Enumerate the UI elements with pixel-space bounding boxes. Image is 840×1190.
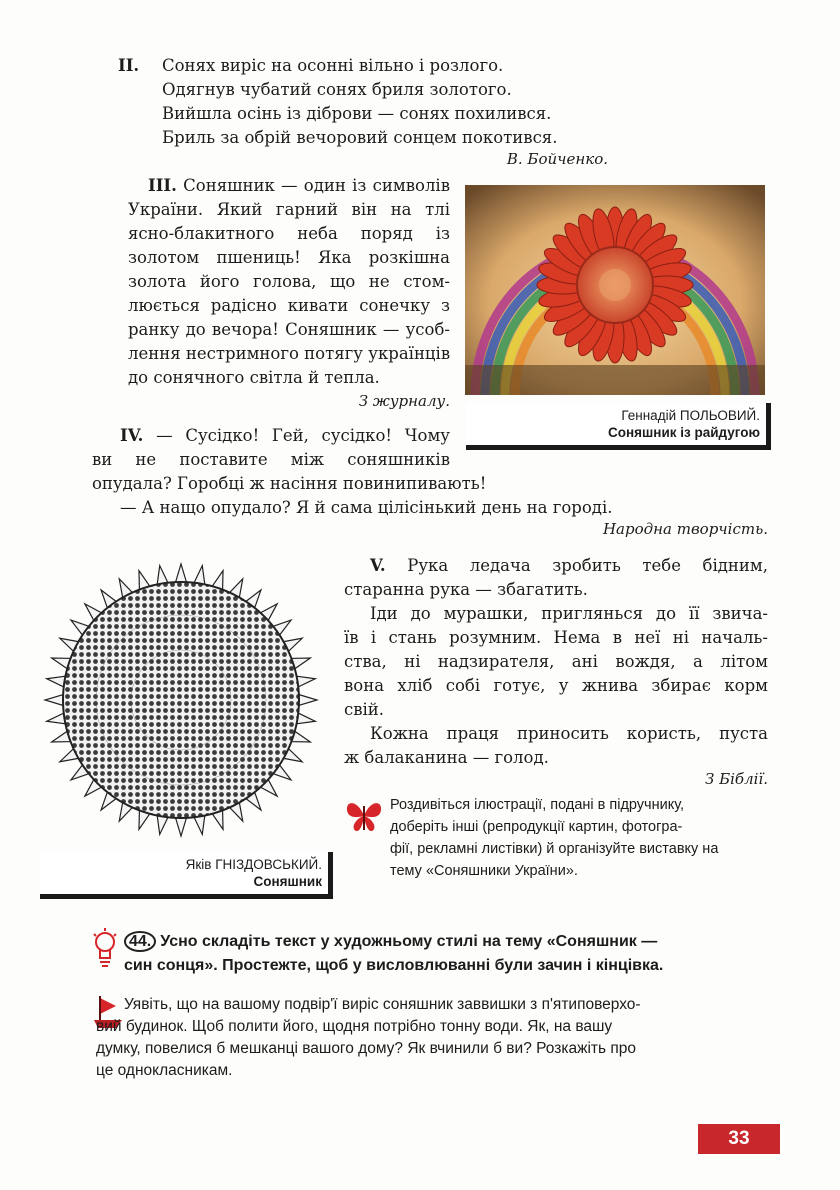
paragraph-line: ства, ні надзирателя, ані вождя, а літом: [344, 652, 768, 671]
verse-line: Бриль за обрій вечоровий сонцем покотився.: [162, 128, 558, 147]
painting-title: Соняшник із райдугою: [608, 425, 760, 440]
verse-line: Сонях виріс на осонні вільно і розлого.: [162, 56, 504, 75]
paragraph-line: ви не поставите між соняшників: [92, 450, 450, 469]
paragraph-line: їв і стань розумним. Нема в неї ні началь-: [344, 628, 768, 647]
paragraph-line: старанна рука — збагатить.: [344, 580, 588, 599]
paragraph-line: ж балаканина — голод.: [344, 748, 549, 767]
paragraph-line: — А нащо опудало? Я й сама цілісінький день на городі.: [120, 498, 613, 517]
task-giant-sunflower: [96, 994, 774, 1082]
task-line: фії, рекламні листівки) й організуйте виставку на: [390, 841, 719, 857]
paragraph-line: Кожна праця приносить користь, пуста: [370, 724, 768, 743]
paragraph-line: III. Соняшник — один із символів: [148, 176, 450, 195]
paragraph-line: свій.: [344, 700, 385, 719]
paragraph-line: лення нестримного потягу українців: [128, 344, 451, 363]
paragraph-line: опудала? Горобці ж насіння повинипивають!: [92, 474, 487, 493]
exercise-line: син сонця». Простежте, щоб у висловлюванні були зачин і кінцівка.: [124, 957, 664, 974]
paragraph-line: золота його голова, що не стом-: [128, 272, 450, 291]
exercise-number: 44.: [124, 931, 156, 952]
task-line: тему «Соняшники України».: [390, 863, 578, 879]
part-3: [128, 174, 450, 390]
source-boychenko: В. Бойченко.: [506, 150, 608, 168]
paragraph-line: золотом пшениць! Яка розкішна: [128, 248, 450, 267]
paragraph-line: ясно-блакитного неба поряд із: [128, 224, 450, 243]
part-4: [92, 424, 772, 520]
task-exhibition: [390, 794, 770, 882]
woodcut-caption: [40, 852, 333, 899]
source-bible: З Біблії.: [704, 770, 768, 788]
woodcut-image: [36, 560, 326, 840]
task-line: Уявіть, що на вашому подвір'ї виріс соняшник заввишки з п'ятиповерхо-: [124, 996, 641, 1013]
paragraph-line: Іди до мурашки, приглянься до її звича-: [370, 604, 768, 623]
task-line: вий будинок. Щоб полити його, щодня потрібно тонну води. Як, на вашу: [96, 1018, 613, 1035]
lightbulb-icon: [92, 926, 118, 976]
paragraph-line: вона хліб собі готує, у жнива збирає корм: [344, 676, 768, 695]
painting-sunflower-rainbow: [465, 185, 765, 395]
painting-author: Геннадій ПОЛЬОВИЙ.: [621, 408, 760, 423]
verse-line: Одягнув чубатий сонях бриля золотого.: [162, 80, 512, 99]
paragraph-line: IV. — Сусідко! Гей, сусідко! Чому: [120, 426, 450, 445]
paragraph-line: до сонячного світла й тепла.: [128, 368, 380, 387]
paragraph-line: V. Рука ледача зробить тебе бідним,: [370, 556, 768, 575]
woodcut-title: Соняшник: [253, 874, 322, 889]
part-number: III.: [148, 176, 177, 195]
paragraph-line: люється радісно кивати сонечку з: [128, 296, 450, 315]
task-line: Роздивіться ілюстрації, подані в підручнику,: [390, 797, 685, 813]
painting-image: [465, 185, 765, 395]
paragraph-line: ранку до вечора! Соняшник — усоб-: [128, 320, 450, 339]
exercise-line: 44. Усно складіть текст у художньому стилі на тему «Соняшник —: [124, 930, 774, 954]
exercise-44: [124, 930, 774, 978]
source-journal: З журналу.: [358, 392, 450, 410]
task-line: доберіть інші (репродукції картин, фотогра-: [390, 819, 683, 835]
woodcut-sunflower: [36, 560, 326, 840]
butterfly-icon: [344, 798, 384, 834]
paragraph-line: України. Який гарний він на тлі: [128, 200, 450, 219]
task-line: думку, повелися б мешканці вашого дому? Як вчинили б ви? Розкажіть про: [96, 1040, 637, 1057]
verse-line: Вийшла осінь із діброви — сонях похилився.: [162, 104, 552, 123]
part-5: [344, 554, 768, 770]
source-folk: Народна творчість.: [602, 520, 768, 538]
stanza-number: II.: [118, 56, 140, 75]
woodcut-author: Яків ГНІЗДОВСЬКИЙ.: [185, 857, 322, 872]
task-line: це однокласникам.: [96, 1062, 233, 1079]
page-number: 33: [698, 1124, 780, 1154]
part-number: IV.: [120, 426, 144, 445]
part-number: V.: [370, 556, 386, 575]
